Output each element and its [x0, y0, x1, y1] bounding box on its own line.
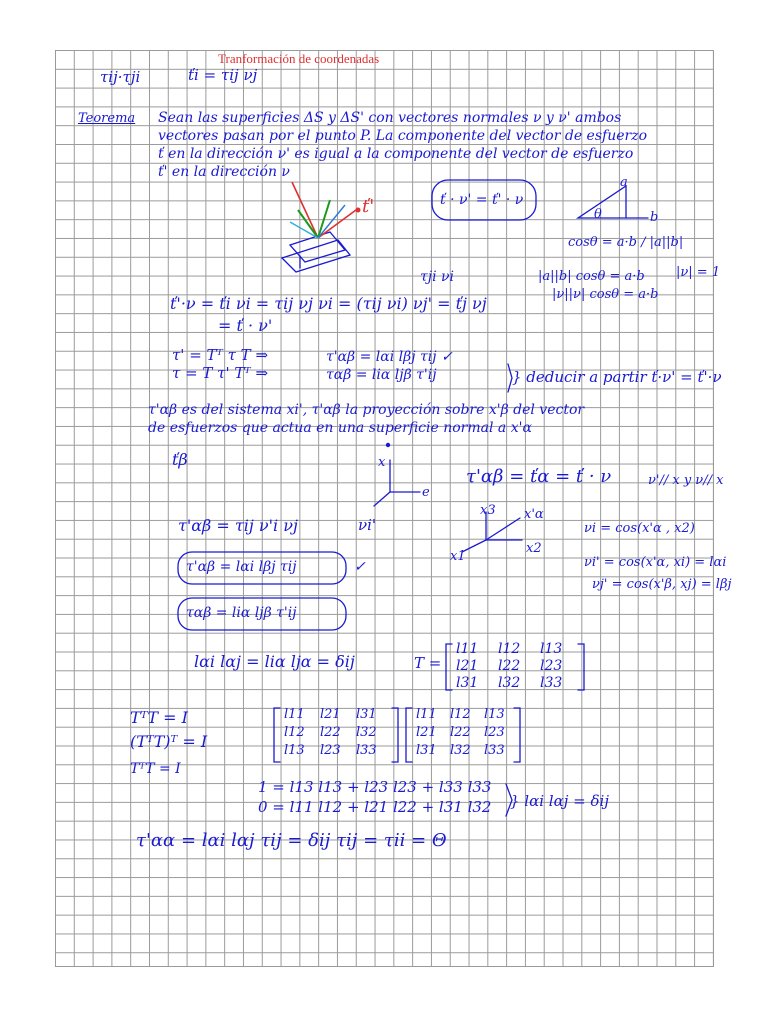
matrix-T-cell: l31 [456, 675, 479, 691]
triangle-theta: θ [594, 207, 602, 222]
orthogonality-line-1: 1 = l13 l13 + l23 l23 + l33 l33 [258, 778, 492, 796]
matrix-T-cell: l33 [540, 675, 563, 691]
triangle-a: a [620, 175, 628, 190]
page-title: Tranformación de coordenadas [218, 51, 380, 66]
axis-label-x: x [378, 455, 386, 470]
boxed-formula-2: ταβ = liα ljβ τ'ij [186, 605, 297, 621]
matrix-TT-cell: l33 [356, 743, 377, 758]
header-left-eq: τij·τji [100, 68, 141, 86]
matrix-T-cell: l12 [498, 641, 521, 657]
tau-ji-nu: τji νi [420, 269, 455, 285]
matrix-T-label: T = [414, 654, 442, 672]
matrix-T2-cell: l13 [484, 707, 505, 722]
delta-identity: lαi lαj = liα ljα = δij [194, 652, 355, 671]
theorem-line-1: Sean las superficies ΔS y ΔS' con vectores normales ν y ν' ambos [158, 110, 622, 126]
orthogonality-result: } lαi lαj = δij [510, 792, 609, 810]
matrix-T-cell: l22 [498, 658, 521, 674]
matrix-T2-cell: l33 [484, 743, 505, 758]
boxed-formula-1: τ'αβ = lαi lβj τij [186, 559, 297, 575]
final-equation: τ'αα = lαi lαj τij = δij τij = τii = Θ [136, 830, 447, 851]
matrix-TT-cell: l31 [356, 707, 377, 722]
matrix-T2-cell: l23 [484, 725, 505, 740]
tau-beta: ťβ [172, 450, 188, 469]
matrix-T-cell: l11 [456, 641, 479, 657]
matrix-T2-cell: l31 [416, 743, 437, 758]
orthogonality-line-2: 0 = l11 l12 + l21 l22 + l31 l32 [258, 798, 492, 816]
parallel-note: ν'// x y ν// x [648, 473, 724, 488]
deducir-note: } deducir a partir ť·ν' = ť'·ν [512, 368, 722, 386]
axis-label-e: e [422, 485, 430, 500]
derivation-line-1: ť'·ν = ťi νi = τij νj νi = (τij νi) νj' = ťj νj [170, 294, 487, 313]
matrix-T-cell: l13 [540, 641, 563, 657]
theorem-line-2: vectores pasan por el punto P. La componente del vector de esfuerzo [158, 128, 648, 144]
theorem-label: Teorema [78, 111, 136, 126]
tau-sum: τ'αβ = τij ν'i νj [178, 516, 298, 535]
theorem-line-3: ť en la dirección ν' es igual a la componente del vector de esfuerzo [158, 146, 634, 162]
axis-xa: x'α [524, 507, 544, 522]
nu-i-label: νi' [358, 516, 377, 534]
matrix-T2-cell: l11 [416, 707, 437, 722]
unit-norm-eq: |ν| = 1 [676, 265, 721, 280]
header-right-eq: ťi = τij νj [188, 66, 258, 84]
check-mark: ✓ [354, 559, 366, 575]
cos-equation: cosθ = a·b / |a||b| [568, 235, 684, 250]
identity-line-1: TᵀT = I [130, 708, 188, 727]
matrix-TT-cell: l32 [356, 725, 377, 740]
matrix-TT-cell: l21 [320, 707, 341, 722]
tau-equation: τ'αβ = ťα = ť · ν [466, 466, 612, 487]
identity-line-3: TᵀT = I [130, 761, 181, 777]
matrix-T-cell: l23 [540, 658, 563, 674]
matrix-T-cell: l21 [456, 658, 479, 674]
matrix-TT-cell: l22 [320, 725, 341, 740]
axis-x2: x2 [526, 541, 542, 556]
t-def: τ = T τ' Tᵀ ⇒ [172, 364, 269, 382]
abs-equation-1: |a||b| cosθ = a·b [538, 269, 645, 284]
matrix-T2-cell: l12 [450, 707, 471, 722]
nu-j-cos: νj' = cos(x'β, xj) = lβj [592, 577, 732, 592]
matrix-T2-cell: l22 [450, 725, 471, 740]
matrix-TT-cell: l12 [284, 725, 305, 740]
matrix-TT-cell: l11 [284, 707, 305, 722]
identity-line-2: (TᵀT)ᵀ = I [130, 732, 208, 751]
theorem-line-4: ť' en la dirección ν [158, 164, 290, 180]
matrix-TT-cell: l23 [320, 743, 341, 758]
boxed-equation: ť · ν' = ť' · ν [440, 192, 524, 208]
t-components: ταβ = liα ljβ τ'ij [326, 367, 437, 383]
nu-cos: νi = cos(x'α , x2) [584, 521, 695, 536]
t-prime-def: τ' = Tᵀ τ T ⇒ [172, 346, 269, 364]
matrix-T-cell: l32 [498, 675, 521, 691]
explanation-line-2: de esfuerzos que actua en una superficie normal a x'α [148, 420, 532, 436]
matrix-T2-cell: l32 [450, 743, 471, 758]
abs-equation-2: |ν||ν| cosθ = a·b [552, 287, 659, 302]
triangle-b: b [650, 210, 659, 225]
axis-x1: x1 [450, 549, 466, 564]
t-prime-components: τ'αβ = lαi lβj τij ✓ [326, 349, 453, 365]
matrix-T2-cell: l21 [416, 725, 437, 740]
explanation-line-1: τ'αβ es del sistema xi', τ'αβ la proyección sobre x'β del vector [148, 402, 585, 418]
axis-x3: x3 [480, 503, 496, 518]
tau-prime-label: ť' [362, 196, 375, 217]
nu-prime-cos: νi' = cos(x'α, xi) = lαi [584, 555, 727, 570]
matrix-TT-cell: l13 [284, 743, 305, 758]
derivation-line-2: = ť · ν' [218, 316, 273, 335]
